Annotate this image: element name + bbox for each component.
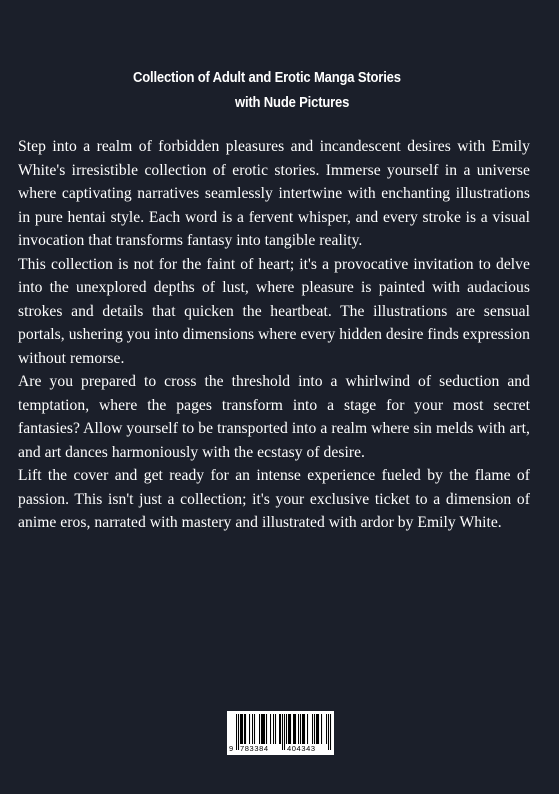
blurb: [18, 135, 530, 535]
barcode-bar: [262, 714, 263, 744]
barcode-bar: [244, 714, 245, 744]
barcode-bar: [245, 714, 246, 744]
barcode-bar: [295, 714, 296, 744]
barcode-right-digits: 404343: [287, 744, 316, 753]
barcode-bar: [298, 714, 299, 744]
barcode-bar: [249, 714, 250, 744]
blurb-paragraph-4: Lift the cover and get ready for an intense experience fueled by the flame of passion. This isn't just a collection; it's your exclusive ticket to a dimension of anime eros, narrated with mastery and illustrated with ardor by Emily White.: [18, 467, 530, 531]
barcode-bar: [317, 714, 318, 744]
barcode-bar: [318, 714, 319, 744]
barcode-bar: [282, 714, 283, 750]
blurb-paragraph-1: Step into a realm of forbidden pleasures and incandescent desires with Emily White's irresistible collection of erotic stories. Immerse yourself in a universe where captivating narratives seamlessly intertwine with enchanting illustrations in pure hentai style. Each word is a fervent whisper, and every stroke is a visual invocation that transforms fantasy into tangible reality.: [18, 138, 530, 249]
barcode-bar: [290, 714, 291, 744]
blurb-paragraph-2: This collection is not for the faint of heart; it's a provocative invitation to delve into the unexplored depths of lust, where pleasure is painted with audacious strokes and details that quicken the heartbeat. The illustrations are sensual portals, ushering you into dimensions where every hidden desire finds expression without remorse.: [18, 255, 530, 367]
barcode-bar: [286, 714, 287, 744]
barcode-bar: [280, 714, 281, 744]
barcode-bar: [270, 714, 271, 744]
barcode-bar: [284, 714, 285, 750]
title-line-1: Collection of Adult and Erotic Manga Stories: [132, 70, 401, 86]
barcode-bar: [279, 714, 280, 744]
barcode-bar: [312, 714, 313, 744]
barcode-bar: [302, 714, 303, 744]
barcode-bar: [289, 714, 290, 744]
barcode-bar: [300, 714, 301, 744]
barcode-bar: [241, 714, 242, 744]
book-title: [28, 66, 531, 116]
barcode-bar: [326, 714, 327, 744]
barcode-bar: [293, 714, 294, 744]
barcode-bar: [264, 714, 265, 744]
barcode-bar: [294, 714, 295, 744]
barcode-lead-digit: 9: [229, 744, 234, 753]
barcode-bar: [242, 714, 243, 744]
barcode-bar: [307, 714, 308, 744]
barcode-bar: [236, 714, 237, 750]
barcode-bar: [321, 714, 322, 744]
barcode-bar: [288, 714, 289, 744]
barcode-bar: [238, 714, 239, 750]
barcode-bar: [303, 714, 304, 744]
barcode-left-digits: 783384: [240, 744, 269, 753]
barcode-bar: [254, 714, 255, 744]
barcode-bar: [252, 714, 253, 744]
barcode-bar: [275, 714, 276, 744]
barcode-bar: [316, 714, 317, 744]
barcode-bar: [266, 714, 267, 744]
barcode-bar: [314, 714, 315, 744]
barcode-bar: [259, 714, 260, 744]
barcode-bar: [273, 714, 274, 744]
barcode-bar: [263, 714, 264, 744]
isbn-barcode: [227, 711, 334, 755]
barcode-bar: [304, 714, 305, 744]
barcode-bar: [328, 714, 329, 750]
blurb-paragraph-3: Are you prepared to cross the threshold into a whirlwind of seduction and temptation, where the pages transform into a stage for your most secret fantasies? Allow yourself to be transported into a realm where sin melds with art, and art dances harmoniously with the ecstasy of desire.: [18, 373, 530, 461]
barcode-bar: [240, 714, 241, 744]
barcode-bar: [330, 714, 331, 750]
title-line-2: with Nude Pictures: [234, 95, 350, 111]
barcode-bar: [261, 714, 262, 744]
